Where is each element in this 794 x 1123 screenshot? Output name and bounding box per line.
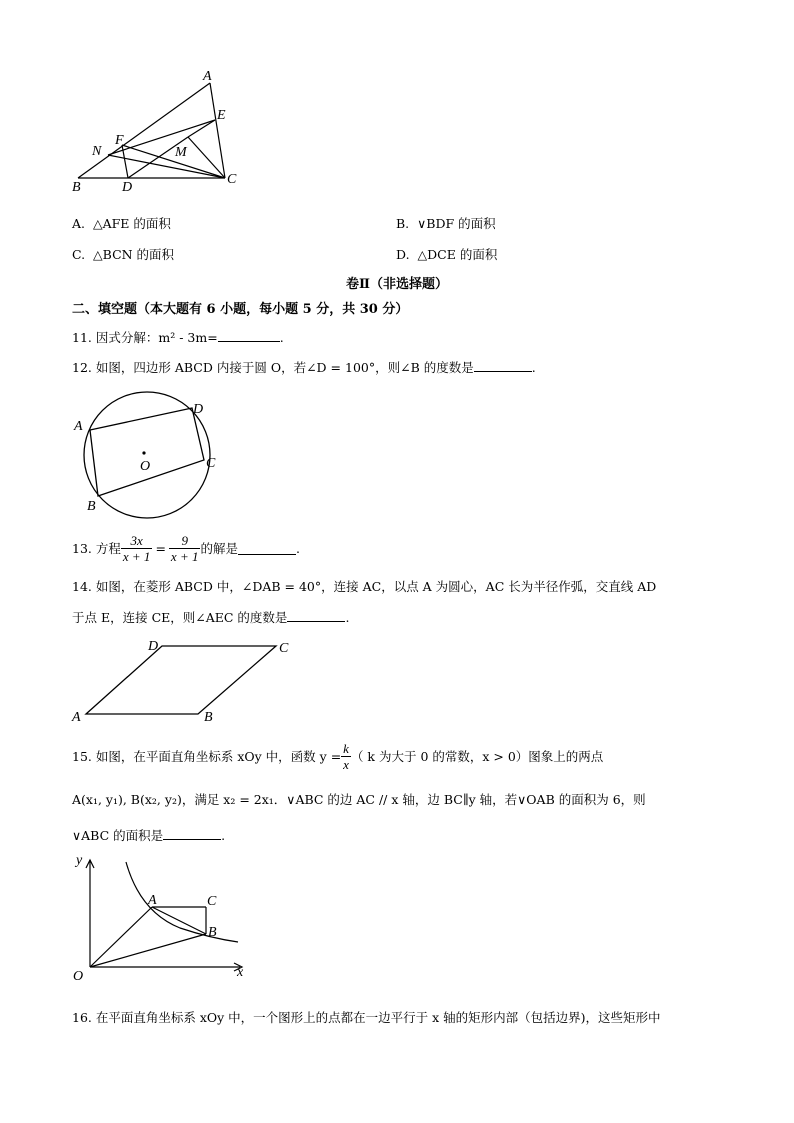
- q15-line1-pre: 如图，在平面直角坐标系 xOy 中，函数 y =: [95, 749, 342, 764]
- q15-answer-blank[interactable]: [163, 827, 221, 840]
- part2-heading: 二、填空题（本大题有 6 小题，每小题 5 分，共 30 分）: [72, 302, 409, 317]
- fig12-label-D: D: [193, 402, 204, 417]
- q15-line2: A(x₁, y₁), B(x₂, y₂)，满足 x₂ = 2x₁．∨ABC 的边 AC // x 轴，边 BC∥y 轴，若∨OAB 的面积为 6，则: [72, 792, 646, 807]
- fig12-label-B: B: [87, 499, 96, 514]
- fig15-label-B: B: [208, 925, 217, 940]
- fig15-label-y: y: [76, 853, 83, 868]
- q12-text: 如图，四边形 ABCD 内接于圆 O，若∠D = 100°，则∠B 的度数是: [95, 360, 474, 375]
- line-BA: [78, 83, 210, 178]
- option-b: [396, 214, 496, 232]
- figure-q14-rhombus: [70, 636, 310, 726]
- section-title: 卷Ⅱ（非选择题）: [346, 277, 448, 292]
- q12-end: .: [531, 360, 536, 375]
- option-a-letter: A.: [72, 216, 86, 231]
- question-14-line1: [72, 577, 656, 595]
- fig12-label-O: O: [140, 459, 151, 474]
- option-c: [72, 245, 174, 263]
- option-d-letter: D.: [396, 247, 410, 262]
- question-11: [72, 328, 284, 346]
- fig10-label-B: B: [72, 180, 81, 195]
- fig14-label-D: D: [148, 639, 159, 654]
- q13-answer-blank[interactable]: [238, 542, 296, 555]
- question-12: [72, 358, 536, 376]
- fig15-label-A: A: [148, 893, 157, 908]
- question-16: [72, 1008, 661, 1026]
- q13-frac1-numerator: 3x: [130, 532, 143, 548]
- fig15-label-C: C: [207, 894, 217, 909]
- quadrilateral-ABCD: [90, 408, 204, 496]
- q13-frac2-numerator: 9: [181, 532, 188, 548]
- q15-frac-numerator: k: [343, 740, 349, 756]
- option-b-text: ∨BDF 的面积: [417, 216, 496, 231]
- center-point-O: [142, 451, 145, 454]
- q14-line2: 于点 E，连接 CE，则∠AEC 的度数是: [72, 610, 288, 625]
- fig10-label-E: E: [217, 108, 226, 123]
- q13-fraction-left: [121, 533, 153, 564]
- fig10-label-D: D: [122, 180, 133, 195]
- q13-number: 13.: [72, 540, 92, 556]
- figure-q12-circle: [72, 392, 232, 522]
- fig12-label-A: A: [74, 419, 83, 434]
- rhombus-ABCD: [86, 646, 276, 714]
- question-15-line1: [72, 736, 603, 776]
- q11-text: 因式分解：m² - 3m=: [95, 330, 218, 345]
- q12-number: 12.: [72, 360, 92, 375]
- q13-pre: 方程: [95, 541, 121, 556]
- figure-q15-graph: [70, 850, 260, 985]
- q13-fraction-right: [169, 533, 201, 564]
- q15-frac-denominator: x: [343, 756, 349, 772]
- q14-number: 14.: [72, 579, 92, 594]
- q13-frac2-denominator: x + 1: [170, 548, 199, 564]
- question-15-line2: [72, 790, 646, 808]
- q13-end: .: [295, 540, 300, 556]
- fig15-label-x: x: [237, 965, 244, 980]
- option-d-text: △DCE 的面积: [417, 247, 498, 262]
- option-d: [396, 245, 497, 263]
- q12-answer-blank[interactable]: [474, 359, 532, 372]
- curve-y-k-over-x: [126, 862, 238, 942]
- q11-number: 11.: [72, 330, 92, 345]
- fig14-label-C: C: [279, 641, 289, 656]
- circle-O: [84, 392, 210, 518]
- fig10-label-M: M: [175, 145, 187, 160]
- q11-answer-blank[interactable]: [218, 329, 280, 342]
- figure-q10-triangle: [60, 65, 250, 195]
- q15-number: 15.: [72, 748, 92, 764]
- line-AB: [152, 907, 206, 934]
- q15-line3: ∨ABC 的面积是: [72, 828, 164, 843]
- fig15-label-O: O: [73, 969, 84, 984]
- q15-line1-post: （ k 为大于 0 的常数，x > 0）图象上的两点: [350, 749, 604, 764]
- question-14-line2: [72, 608, 349, 626]
- option-a: [72, 214, 171, 232]
- option-a-text: △AFE 的面积: [92, 216, 171, 231]
- option-c-letter: C.: [72, 247, 86, 262]
- q15-fraction-k-over-x: [341, 741, 351, 772]
- q16-number: 16.: [72, 1010, 92, 1025]
- q13-post: 的解是: [200, 541, 238, 556]
- option-b-letter: B.: [396, 216, 410, 231]
- q14-line1: 如图，在菱形 ABCD 中，∠DAB = 40°，连接 AC，以点 A 为圆心，AC 长为半径作弧，交直线 AD: [95, 579, 657, 594]
- line-EM: [188, 120, 215, 137]
- q14-answer-blank[interactable]: [287, 609, 345, 622]
- question-13: [72, 528, 300, 568]
- fig14-label-A: A: [72, 710, 81, 725]
- q13-equals: =: [155, 540, 166, 556]
- fig10-label-N: N: [92, 144, 102, 159]
- fig14-label-B: B: [204, 710, 213, 725]
- fig12-label-C: C: [206, 456, 216, 471]
- question-15-line3: [72, 826, 225, 844]
- option-c-text: △BCN 的面积: [93, 247, 175, 262]
- fig10-label-C: C: [227, 172, 237, 187]
- q15-end: .: [221, 828, 226, 843]
- q13-frac1-denominator: x + 1: [122, 548, 151, 564]
- q11-end: .: [279, 330, 284, 345]
- fig10-label-A: A: [203, 69, 212, 84]
- fig10-label-F: F: [115, 133, 124, 148]
- q14-end: .: [345, 610, 350, 625]
- q16-text: 在平面直角坐标系 xOy 中，一个图形上的点都在一边平行于 x 轴的矩形内部（包括边界)，这些矩形中: [95, 1010, 661, 1025]
